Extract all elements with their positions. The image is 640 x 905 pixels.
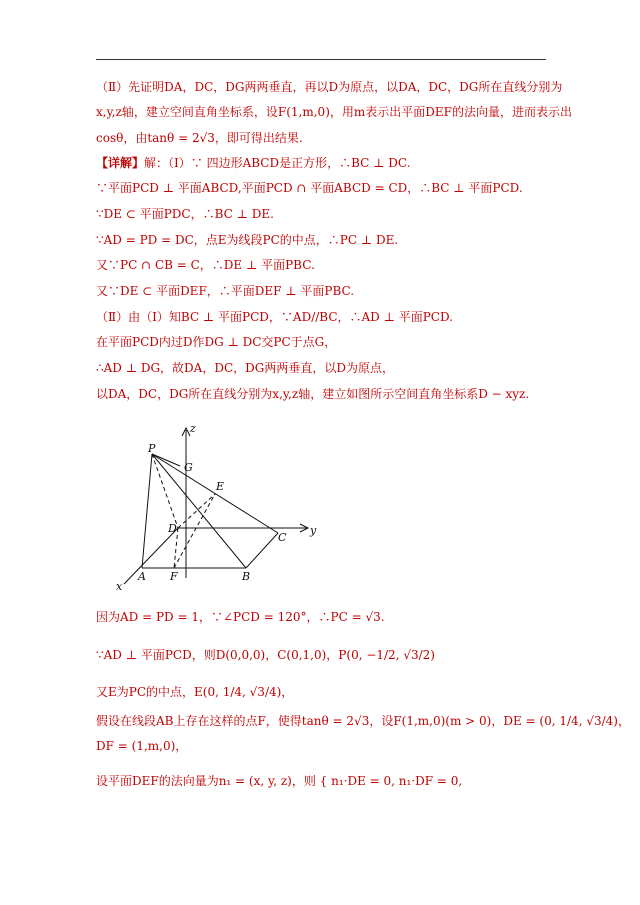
text-line-11: 在平面PCD内过D作DG ⊥ DC交PC于点G， [96,335,337,349]
text-line-12: ∴AD ⊥ DG，故DA，DC，DG两两垂直，以D为原点， [96,361,394,375]
label-B: B [242,570,251,583]
text-line-16: 又E为PC的中点，E(0, 1/4, √3/4)， [96,685,294,699]
text-line-9: 又∵DE ⊂ 平面DEF，∴平面DEF ⊥ 平面PBC. [96,284,355,298]
text-line-10: （Ⅱ）由（Ⅰ）知BC ⊥ 平面PCD，∵AD//BC，∴AD ⊥ 平面PCD. [96,310,453,324]
text-line-2: x,y,z轴，建立空间直角坐标系，设F(1,m,0)，用m表示出平面DEF的法向量，进而表示出 [96,105,572,119]
label-A: A [138,570,146,583]
edge-PA [142,454,152,568]
text-line-5: ∵平面PCD ⊥ 平面ABCD,平面PCD ∩ 平面ABCD = CD，∴BC ⊥ 平面PCD. [96,181,523,195]
detail-tag: 【详解】 [96,156,145,170]
label-D: D [168,522,177,535]
label-z: z [190,422,196,435]
text-line-6: ∵DE ⊂ 平面PDC，∴BC ⊥ DE. [96,207,274,221]
edge-BC [246,533,278,568]
text-line-13: 以DA，DC，DG所在直线分别为x,y,z轴，建立如图所示空间直角坐标系D − xyz. [96,387,530,401]
text-line-18: DF = (1,m,0)， [96,739,188,753]
label-E: E [216,480,225,493]
text-line-14: 因为AD = PD = 1，∵∠PCD = 120°，∴PC = √3. [96,610,385,624]
text-line-15: ∵AD ⊥ 平面PCD，则D(0,0,0)，C(0,1,0)，P(0, −1/2, √3/2) [96,648,435,662]
label-y: y [310,524,317,537]
coordinate-figure [110,418,350,598]
edge-PG [152,454,180,466]
text-line-3: cosθ，由tanθ = 2√3，即可得出结果. [96,131,303,145]
label-F: F [170,570,178,583]
label-C: C [278,531,287,544]
edge-PB [152,454,246,568]
text-line-7: ∵AD = PD = DC，点E为线段PC的中点，∴PC ⊥ DE. [96,233,399,247]
label-x: x [116,580,123,593]
text-line-1: （Ⅱ）先证明DA，DC，DG两两垂直，再以D为原点，以DA，DC，DG所在直线分别为 [96,80,563,94]
label-P: P [148,442,156,455]
label-G: G [184,461,193,474]
text-line-17: 假设在线段AB上存在这样的点F，使得tanθ = 2√3，设F(1,m,0)(m > 0)，DE = (0, 1/4, √3/4)， [96,714,630,728]
header-rule [96,59,546,60]
detail-text: 解：（Ⅰ）∵ 四边形ABCD是正方形，∴BC ⊥ DC. [144,156,411,170]
text-line-8: 又∵PC ∩ CB = C，∴DE ⊥ 平面PBC. [96,258,315,272]
edge-PD [152,454,178,528]
text-line-4 [96,155,410,171]
text-line-19: 设平面DEF的法向量为n₁ = (x, y, z)，则 { n₁·DE = 0, n₁·DF = 0, [96,774,463,788]
